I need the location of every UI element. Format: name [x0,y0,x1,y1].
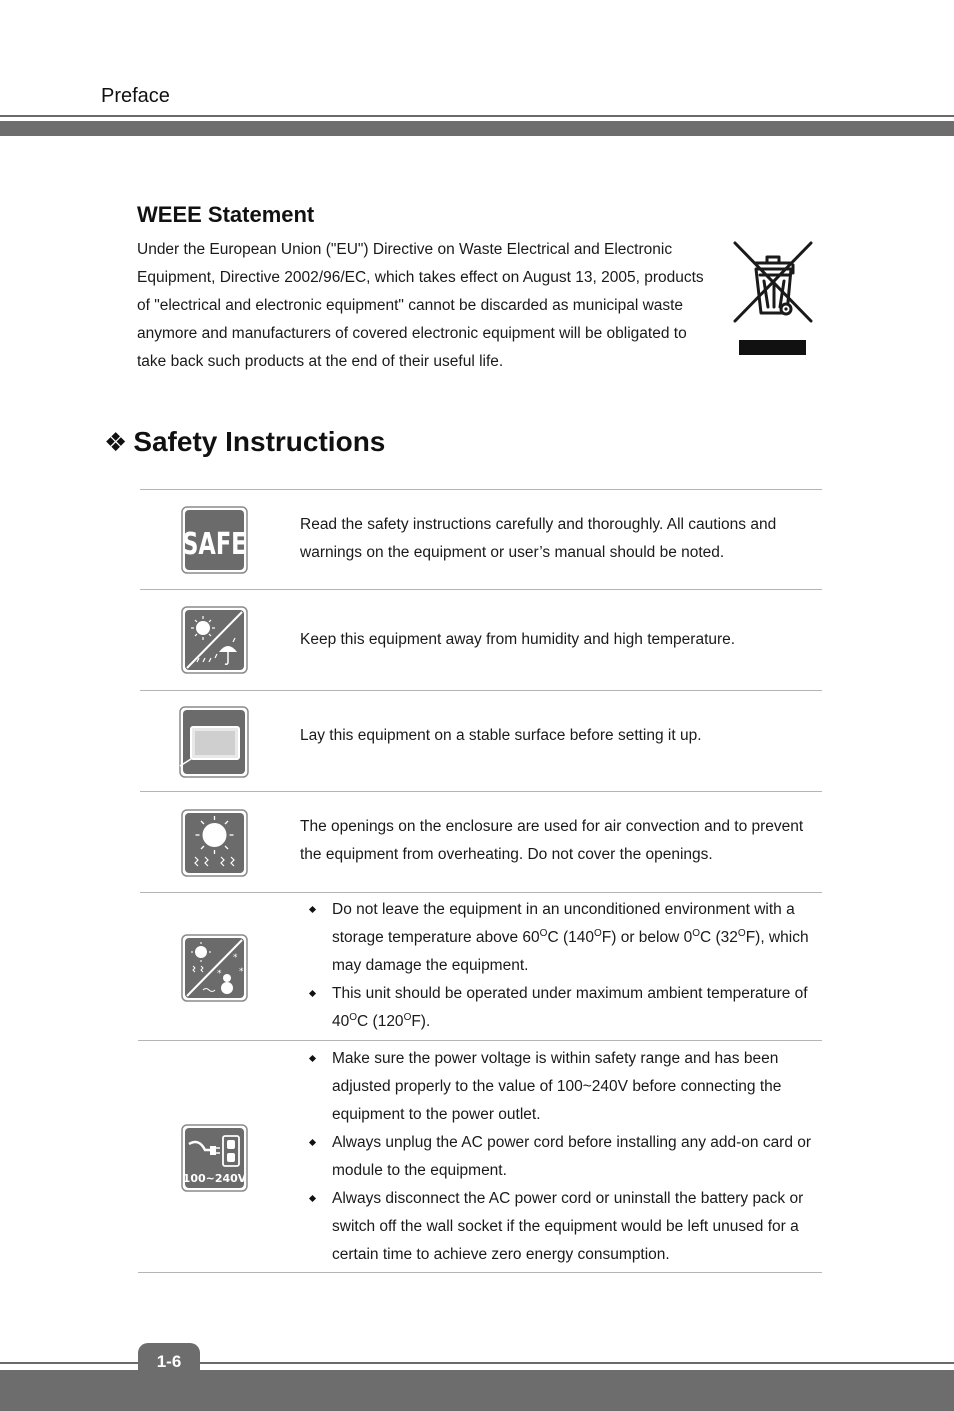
ventilation-heat-icon [181,809,248,877]
bullet-item: Do not leave the equipment in an unconditioned environment with a storage temperature above $60^OC$ $(140^OF)$ or below $0^OC$ $(32^OF)$, which may damage the equipment. [300,896,820,980]
safety-text: Read the safety instructions carefully and thoroughly. All cautions and warnings on the equipment or user’s manual should be noted. [300,516,777,561]
bullet-item: Make sure the power voltage is within safety range and has been adjusted properly to the value of 100~240V before connecting the equipment to the power outlet. [300,1045,820,1129]
safe-icon-label: SAFE [182,526,247,562]
safety-row [140,892,822,1041]
diamond-bullet-icon: ❖ [104,427,128,457]
safety-bullet-list [300,1045,820,1269]
svg-text:*: * [239,967,244,977]
safety-instructions-heading [104,426,385,458]
svg-text:*: * [217,969,222,979]
crossed-out-wheelie-bin-icon [731,239,815,359]
svg-text:*: * [233,953,238,963]
safety-row [140,690,822,792]
safety-text: Lay this equipment on a stable surface before setting it up. [300,727,702,744]
voltage-label: 100~240V [182,1172,247,1185]
weee-heading: WEEE Statement [137,202,315,227]
safety-row [140,589,822,691]
safety-title-text: Safety Instructions [133,426,386,457]
bullet-item: This unit should be operated under maximum ambient temperature of $40^OC$ $(120^OF)$. [300,980,820,1036]
weee-paragraph: Under the European Union ("EU") Directive on Waste Electrical and Electronic Equipment, Directive 2002/96/EC, which takes effect on August 13, 2005, products of "electrical and electronic equipment" cannot be discarded as municipal waste anymore and manufacturers of covered electronic equipment will be obligated to take back such products at the end of their useful life. [137,241,704,370]
humidity-temperature-icon [181,606,248,674]
safety-text: Keep this equipment away from humidity and high temperature. [300,631,736,648]
power-voltage-icon [181,1124,248,1192]
temperature-range-icon [181,934,248,1002]
header-bar [0,121,954,136]
safety-text: The openings on the enclosure are used for air convection and to prevent the equipment from overheating. Do not cover the openings. [300,818,804,863]
safety-row [138,1040,822,1273]
safety-bullet-list [300,896,820,1036]
page-number: 1-6 [156,1352,182,1371]
safety-row [140,489,822,590]
bullet-item: Always disconnect the AC power cord or uninstall the battery pack or switch off the wall socket if the equipment would be left unused for a certain time to achieve zero energy consumption. [300,1185,820,1269]
safety-row [140,791,822,893]
header-rule [0,115,954,117]
safe-icon [181,506,248,574]
bullet-item: Always unplug the AC power cord before installing any add-on card or module to the equipment. [300,1129,820,1185]
stable-surface-icon [179,706,249,778]
page-header-title: Preface [101,85,170,107]
